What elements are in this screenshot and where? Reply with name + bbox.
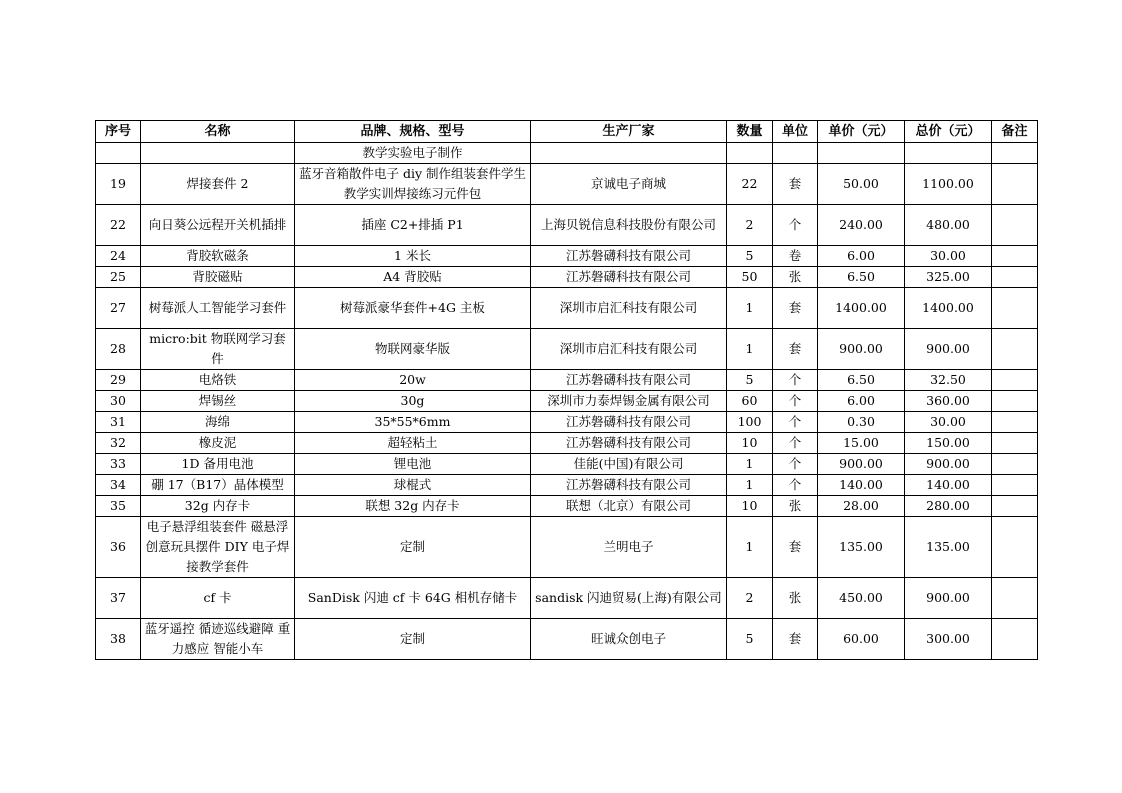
cell-price: 6.50 (818, 370, 905, 391)
cell-maker: 深圳市启汇科技有限公司 (531, 288, 727, 329)
cell-total: 900.00 (905, 329, 992, 370)
cell-total (905, 143, 992, 164)
cell-price: 0.30 (818, 412, 905, 433)
cell-note (992, 619, 1038, 660)
cell-name: 橡皮泥 (141, 433, 295, 454)
cell-price: 1400.00 (818, 288, 905, 329)
cell-unit: 张 (773, 496, 818, 517)
table-row (96, 517, 1038, 578)
cell-qty: 2 (727, 578, 773, 619)
cell-spec: SanDisk 闪迪 cf 卡 64G 相机存储卡 (295, 578, 531, 619)
table-row (96, 412, 1038, 433)
cell-spec: 树莓派豪华套件+4G 主板 (295, 288, 531, 329)
cell-name: 向日葵公远程开关机插排 (141, 205, 295, 246)
cell-no: 22 (96, 205, 141, 246)
cell-qty (727, 143, 773, 164)
cell-name: 背胶磁贴 (141, 267, 295, 288)
cell-price: 240.00 (818, 205, 905, 246)
cell-total: 300.00 (905, 619, 992, 660)
cell-qty: 1 (727, 288, 773, 329)
cell-unit: 套 (773, 517, 818, 578)
cell-no: 24 (96, 246, 141, 267)
cell-spec: 蓝牙音箱散件电子 diy 制作组装套件学生教学实训焊接练习元件包 (295, 164, 531, 205)
cell-spec: 定制 (295, 517, 531, 578)
cell-note (992, 517, 1038, 578)
cell-note (992, 288, 1038, 329)
cell-note (992, 143, 1038, 164)
cell-price: 900.00 (818, 454, 905, 475)
cell-name: 海绵 (141, 412, 295, 433)
table-row (96, 288, 1038, 329)
cell-spec: 锂电池 (295, 454, 531, 475)
header-spec: 品牌、规格、型号 (295, 121, 531, 143)
cell-name (141, 143, 295, 164)
cell-unit: 个 (773, 370, 818, 391)
cell-maker: 深圳市启汇科技有限公司 (531, 329, 727, 370)
cell-note (992, 496, 1038, 517)
cell-total: 900.00 (905, 454, 992, 475)
cell-spec: 超轻粘土 (295, 433, 531, 454)
cell-qty: 5 (727, 246, 773, 267)
table-header-row (96, 121, 1038, 143)
cell-total: 32.50 (905, 370, 992, 391)
table-row (96, 267, 1038, 288)
cell-total: 480.00 (905, 205, 992, 246)
cell-qty: 1 (727, 329, 773, 370)
header-unit: 单位 (773, 121, 818, 143)
cell-unit: 张 (773, 267, 818, 288)
cell-maker: 京诚电子商城 (531, 164, 727, 205)
cell-price: 6.00 (818, 391, 905, 412)
header-name: 名称 (141, 121, 295, 143)
procurement-table (95, 120, 1038, 660)
cell-note (992, 205, 1038, 246)
header-price: 单价（元） (818, 121, 905, 143)
cell-maker: 深圳市力泰焊锡金属有限公司 (531, 391, 727, 412)
table-row (96, 246, 1038, 267)
cell-spec: A4 背胶贴 (295, 267, 531, 288)
cell-note (992, 412, 1038, 433)
cell-name: 蓝牙遥控 循迹巡线避障 重力感应 智能小车 (141, 619, 295, 660)
cell-price: 140.00 (818, 475, 905, 496)
cell-note (992, 454, 1038, 475)
cell-maker: 兰明电子 (531, 517, 727, 578)
cell-unit: 个 (773, 205, 818, 246)
cell-qty: 60 (727, 391, 773, 412)
cell-qty: 5 (727, 370, 773, 391)
cell-unit (773, 143, 818, 164)
cell-total: 140.00 (905, 475, 992, 496)
cell-spec: 物联网豪华版 (295, 329, 531, 370)
cell-no: 32 (96, 433, 141, 454)
cell-note (992, 164, 1038, 205)
cell-spec: 联想 32g 内存卡 (295, 496, 531, 517)
cell-unit: 套 (773, 619, 818, 660)
table-row (96, 329, 1038, 370)
cell-total: 150.00 (905, 433, 992, 454)
cell-price: 450.00 (818, 578, 905, 619)
cell-name: cf 卡 (141, 578, 295, 619)
cell-note (992, 329, 1038, 370)
cell-maker: 江苏磐礴科技有限公司 (531, 246, 727, 267)
cell-no: 30 (96, 391, 141, 412)
cell-maker: 江苏磐礴科技有限公司 (531, 267, 727, 288)
table-row (96, 370, 1038, 391)
cell-unit: 套 (773, 329, 818, 370)
cell-qty: 10 (727, 496, 773, 517)
cell-no: 29 (96, 370, 141, 391)
table-row (96, 391, 1038, 412)
cell-maker: 江苏磐礴科技有限公司 (531, 433, 727, 454)
cell-qty: 1 (727, 475, 773, 496)
cell-unit: 个 (773, 454, 818, 475)
cell-no: 36 (96, 517, 141, 578)
cell-qty: 50 (727, 267, 773, 288)
cell-name: 32g 内存卡 (141, 496, 295, 517)
cell-price: 15.00 (818, 433, 905, 454)
cell-maker: 上海贝锐信息科技股份有限公司 (531, 205, 727, 246)
table-row (96, 164, 1038, 205)
table-row (96, 475, 1038, 496)
cell-no: 25 (96, 267, 141, 288)
cell-unit: 张 (773, 578, 818, 619)
table-row (96, 619, 1038, 660)
table-row (96, 205, 1038, 246)
cell-price: 6.00 (818, 246, 905, 267)
cell-qty: 100 (727, 412, 773, 433)
table-row (96, 433, 1038, 454)
cell-no: 28 (96, 329, 141, 370)
cell-maker: 江苏磐礴科技有限公司 (531, 370, 727, 391)
cell-name: micro:bit 物联网学习套件 (141, 329, 295, 370)
cell-note (992, 433, 1038, 454)
cell-name: 树莓派人工智能学习套件 (141, 288, 295, 329)
cell-total: 325.00 (905, 267, 992, 288)
cell-maker: 江苏磐礴科技有限公司 (531, 412, 727, 433)
cell-name: 背胶软磁条 (141, 246, 295, 267)
cell-no: 31 (96, 412, 141, 433)
cell-total: 30.00 (905, 412, 992, 433)
cell-total: 280.00 (905, 496, 992, 517)
cell-maker: 佳能(中国)有限公司 (531, 454, 727, 475)
cell-price: 900.00 (818, 329, 905, 370)
cell-maker: 江苏磐礴科技有限公司 (531, 475, 727, 496)
cell-note (992, 246, 1038, 267)
cell-no: 33 (96, 454, 141, 475)
cell-qty: 10 (727, 433, 773, 454)
cell-maker (531, 143, 727, 164)
header-total: 总价（元） (905, 121, 992, 143)
cell-qty: 22 (727, 164, 773, 205)
table-row-continued (96, 143, 1038, 164)
cell-no: 34 (96, 475, 141, 496)
cell-price: 50.00 (818, 164, 905, 205)
cell-no (96, 143, 141, 164)
cell-name: 电子悬浮组装套件 磁悬浮 创意玩具摆件 DIY 电子焊接教学套件 (141, 517, 295, 578)
cell-qty: 1 (727, 517, 773, 578)
cell-total: 900.00 (905, 578, 992, 619)
cell-qty: 2 (727, 205, 773, 246)
cell-unit: 个 (773, 433, 818, 454)
cell-spec: 35*55*6mm (295, 412, 531, 433)
cell-spec: 30g (295, 391, 531, 412)
cell-total: 360.00 (905, 391, 992, 412)
cell-total: 30.00 (905, 246, 992, 267)
cell-no: 27 (96, 288, 141, 329)
table-row (96, 578, 1038, 619)
cell-total: 1100.00 (905, 164, 992, 205)
cell-unit: 个 (773, 475, 818, 496)
header-note: 备注 (992, 121, 1038, 143)
cell-price: 6.50 (818, 267, 905, 288)
cell-price: 60.00 (818, 619, 905, 660)
cell-no: 38 (96, 619, 141, 660)
cell-maker: 旺诚众创电子 (531, 619, 727, 660)
cell-qty: 5 (727, 619, 773, 660)
cell-note (992, 267, 1038, 288)
cell-qty: 1 (727, 454, 773, 475)
cell-spec: 20w (295, 370, 531, 391)
table-row (96, 454, 1038, 475)
cell-unit: 个 (773, 391, 818, 412)
cell-total: 135.00 (905, 517, 992, 578)
cell-name: 电烙铁 (141, 370, 295, 391)
cell-maker: sandisk 闪迪贸易(上海)有限公司 (531, 578, 727, 619)
cell-name: 焊锡丝 (141, 391, 295, 412)
cell-no: 19 (96, 164, 141, 205)
cell-note (992, 475, 1038, 496)
cell-price: 135.00 (818, 517, 905, 578)
cell-spec: 1 米长 (295, 246, 531, 267)
cell-unit: 套 (773, 164, 818, 205)
cell-name: 焊接套件 2 (141, 164, 295, 205)
cell-no: 35 (96, 496, 141, 517)
cell-unit: 套 (773, 288, 818, 329)
cell-spec: 定制 (295, 619, 531, 660)
cell-total: 1400.00 (905, 288, 992, 329)
cell-maker: 联想（北京）有限公司 (531, 496, 727, 517)
header-maker: 生产厂家 (531, 121, 727, 143)
cell-spec: 插座 C2+排插 P1 (295, 205, 531, 246)
cell-no: 37 (96, 578, 141, 619)
table-row (96, 496, 1038, 517)
cell-note (992, 578, 1038, 619)
cell-spec: 教学实验电子制作 (295, 143, 531, 164)
cell-name: 1D 备用电池 (141, 454, 295, 475)
cell-spec: 球棍式 (295, 475, 531, 496)
cell-note (992, 391, 1038, 412)
cell-name: 硼 17（B17）晶体模型 (141, 475, 295, 496)
cell-price: 28.00 (818, 496, 905, 517)
cell-unit: 卷 (773, 246, 818, 267)
cell-note (992, 370, 1038, 391)
header-no: 序号 (96, 121, 141, 143)
cell-unit: 个 (773, 412, 818, 433)
header-qty: 数量 (727, 121, 773, 143)
cell-price (818, 143, 905, 164)
